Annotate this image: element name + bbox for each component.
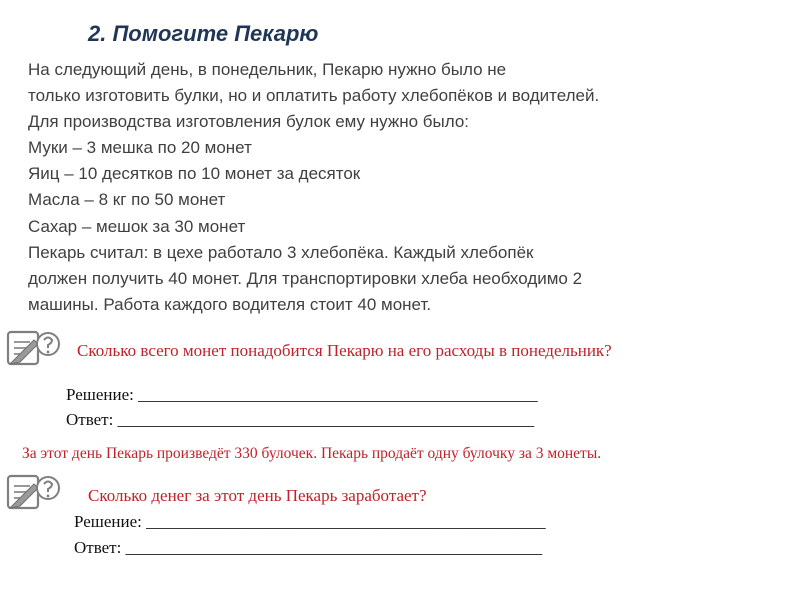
solution-line-1[interactable]: Решение: _______________________________________________: [66, 385, 538, 404]
task-line: Пекарь считал: в цехе работало 3 хлебопёка. Каждый хлебопёк: [28, 242, 534, 262]
task-line: На следующий день, в понедельник, Пекарю нужно было не: [28, 60, 507, 79]
page-title: 2. Помогите Пекарю: [88, 21, 319, 46]
info-text: За этот день Пекарь произведёт 330 булочек. Пекарь продаёт одну булочку за 3 монеты.: [22, 445, 602, 462]
answer-line-1[interactable]: Ответ: _________________________________________________: [66, 410, 535, 429]
question-2: Сколько денег за этот день Пекарь заработает?: [88, 486, 427, 505]
task-line: Яиц – 10 десятков по 10 монет за десяток: [28, 164, 361, 184]
task-line: машины. Работа каждого водителя стоит 40 монет.: [28, 294, 432, 314]
question-1: Сколько всего монет понадобится Пекарю на его расходы в понедельник?: [77, 341, 612, 360]
task-line: должен получить 40 монет. Для транспортировки хлеба необходимо 2: [28, 268, 583, 288]
task-line: Муки – 3 мешка по 20 монет: [28, 138, 252, 158]
task-line: Сахар – мешок за 30 монет: [28, 216, 246, 236]
task-line: Масла – 8 кг по 50 монет: [28, 190, 226, 210]
answer-line-2[interactable]: Ответ: _________________________________________________: [74, 538, 543, 557]
task-line: только изготовить булки, но и оплатить работу хлебопёков и водителей.: [28, 86, 600, 106]
pencil-question-icon: [4, 470, 60, 514]
task-text: [28, 57, 599, 318]
pencil-question-icon: [4, 326, 60, 370]
solution-line-2[interactable]: Решение: _______________________________________________: [74, 512, 546, 531]
task-line: Для производства изготовления булок ему нужно было:: [28, 112, 470, 132]
